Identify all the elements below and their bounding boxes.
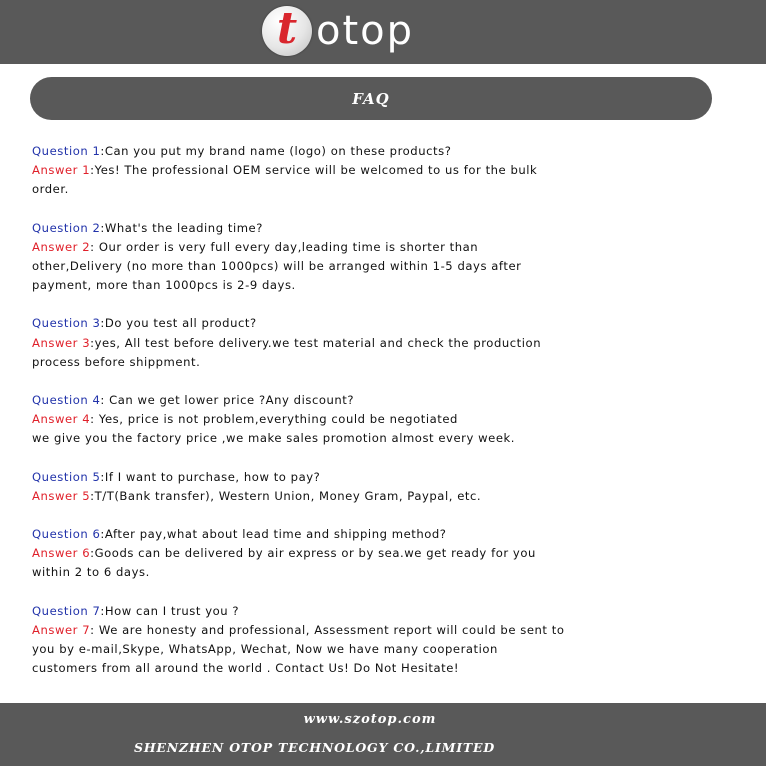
answer-line xyxy=(32,238,762,257)
answer-text: : We are honesty and professional, Assessment report will could be sent to xyxy=(90,622,565,637)
answer-label: Answer 4 xyxy=(32,412,91,427)
question-line xyxy=(32,602,762,621)
question-label: Question 2 xyxy=(32,220,101,235)
faq-item xyxy=(32,314,762,372)
question-text: :If I want to purchase, how to pay? xyxy=(100,469,321,484)
footer-bar xyxy=(0,703,766,766)
answer-text: :yes, All test before delivery.we test material and check the production xyxy=(90,335,542,350)
answer-label: Answer 1 xyxy=(32,163,91,178)
question-text: :What's the leading time? xyxy=(100,220,263,235)
answer-line xyxy=(32,429,762,448)
faq-item xyxy=(32,525,762,583)
answer-text: :Yes! The professional OEM service will be welcomed to us for the bulk xyxy=(90,163,538,178)
answer-line xyxy=(32,659,762,678)
answer-label: Answer 7 xyxy=(32,622,91,637)
answer-line xyxy=(32,410,762,429)
header-bar xyxy=(0,0,766,64)
answer-text: :Goods can be delivered by air express or by sea.we get ready for you xyxy=(90,546,536,561)
question-text: :Do you test all product? xyxy=(100,316,257,331)
faq-item xyxy=(32,391,762,449)
answer-line xyxy=(32,487,762,506)
question-line xyxy=(32,391,762,410)
answer-label: Answer 2 xyxy=(32,239,91,254)
question-label: Question 6 xyxy=(32,527,101,542)
question-line xyxy=(32,468,762,487)
answer-line xyxy=(32,640,762,659)
faq-banner xyxy=(30,77,712,120)
faq-item xyxy=(32,468,762,506)
answer-line xyxy=(32,334,762,353)
answer-text: you by e-mail,Skype, WhatsApp, Wechat, Now we have many cooperation xyxy=(32,642,498,657)
answer-label: Answer 5 xyxy=(32,488,91,503)
answer-line xyxy=(32,180,762,199)
answer-text: process before shippment. xyxy=(32,354,201,369)
faq-item xyxy=(32,219,762,296)
answer-line xyxy=(32,621,762,640)
answer-line xyxy=(32,276,762,295)
question-line xyxy=(32,314,762,333)
answer-line xyxy=(32,353,762,372)
logo-emblem-icon xyxy=(262,3,312,56)
website-url: www.szotop.com xyxy=(303,712,437,727)
question-text: :How can I trust you ? xyxy=(100,603,240,618)
answer-line xyxy=(32,563,762,582)
question-text: :After pay,what about lead time and shipping method? xyxy=(100,527,447,542)
question-line xyxy=(32,219,762,238)
answer-text: : Yes, price is not problem,everything could be negotiated xyxy=(90,412,458,427)
answer-text: :T/T(Bank transfer), Western Union, Money Gram, Paypal, etc. xyxy=(90,488,482,503)
question-line xyxy=(32,525,762,544)
faq-item xyxy=(32,602,762,679)
question-text: : Can we get lower price ?Any discount? xyxy=(100,393,355,408)
question-label: Question 4 xyxy=(32,393,101,408)
answer-text: payment, more than 1000pcs is 2-9 days. xyxy=(32,278,296,293)
answer-line xyxy=(32,161,762,180)
logo-wordmark: otop xyxy=(316,8,415,54)
question-label: Question 5 xyxy=(32,469,101,484)
question-text: :Can you put my brand name (logo) on these products? xyxy=(100,144,452,158)
answer-line xyxy=(32,257,762,276)
faq-item xyxy=(32,142,762,200)
answer-label: Answer 6 xyxy=(32,546,91,561)
question-line xyxy=(32,142,762,161)
otop-logo xyxy=(262,3,415,56)
question-label: Question 1 xyxy=(32,144,101,158)
faq-title: FAQ xyxy=(352,89,390,108)
answer-text: customers from all around the world . Contact Us! Do Not Hesitate! xyxy=(32,661,460,676)
answer-text: order. xyxy=(32,182,69,197)
answer-text: : Our order is very full every day,leading time is shorter than xyxy=(90,239,479,254)
question-label: Question 3 xyxy=(32,316,101,331)
answer-line xyxy=(32,544,762,563)
company-name: SHENZHEN OTOP TECHNOLOGY CO.,LIMITED xyxy=(134,740,495,755)
logo-initial: t xyxy=(276,3,298,54)
answer-text: other,Delivery (no more than 1000pcs) will be arranged within 1-5 days after xyxy=(32,259,522,274)
answer-text: within 2 to 6 days. xyxy=(32,565,150,580)
answer-text: we give you the factory price ,we make sales promotion almost every week. xyxy=(32,431,516,446)
answer-label: Answer 3 xyxy=(32,335,91,350)
question-label: Question 7 xyxy=(32,603,101,618)
faq-list xyxy=(32,142,762,697)
